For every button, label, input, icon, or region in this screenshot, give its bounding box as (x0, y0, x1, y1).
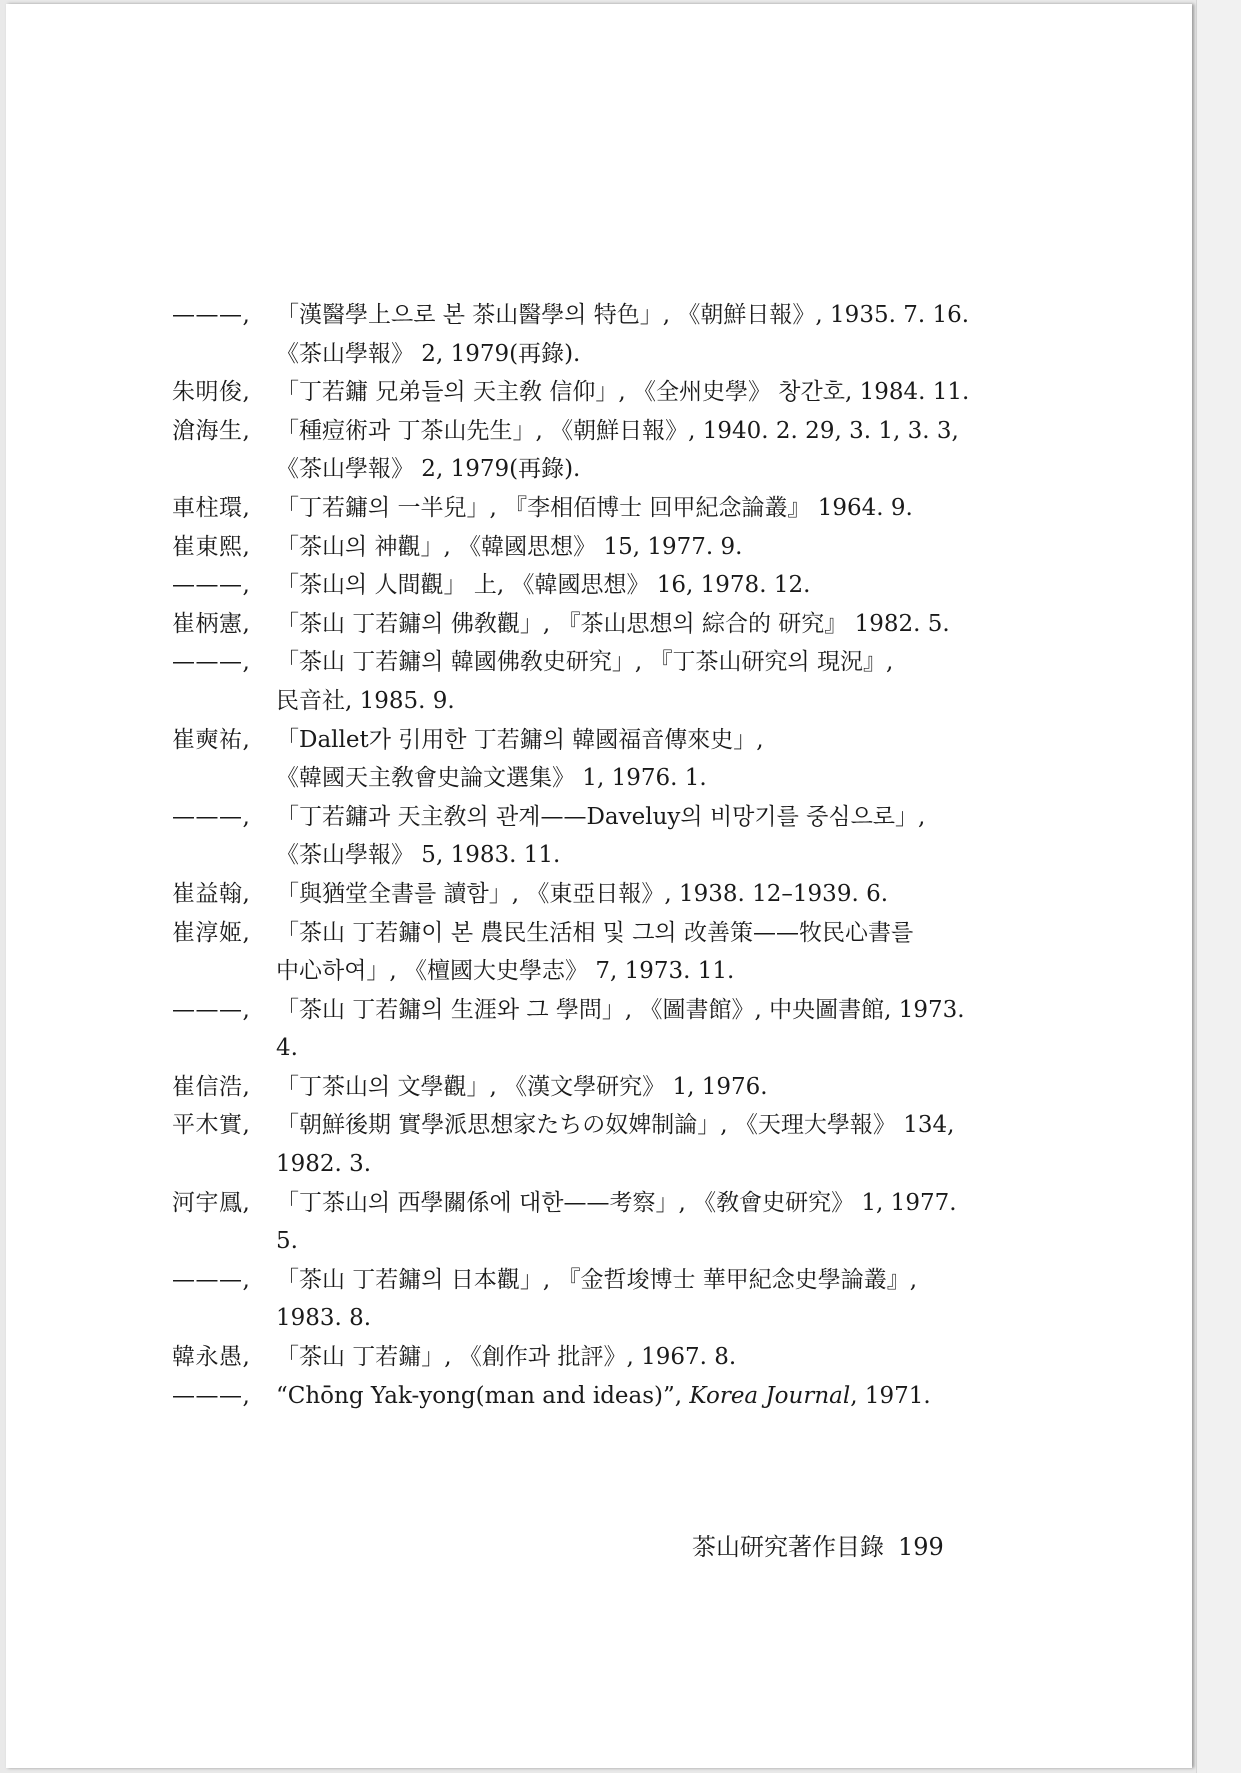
entry-reference: 「茶山 丁若鏞의 韓國佛敎史研究」, 『丁茶山研究의 現況』, 民音社, 1985. 9. (276, 649, 894, 714)
entry-reference: 「與猶堂全書를 讀함」, 《東亞日報》, 1938. 12–1939. 6. (276, 880, 889, 907)
entry-reference: 「丁若鏞 兄弟들의 天主敎 信仰」, 《全州史學》 창간호, 1984. 11. (276, 379, 970, 406)
entry-reference: 「Dallet가 引用한 丁若鏞의 韓國福音傳來史」, 《韓國天主敎會史論文選集》 1, 1976. 1. (276, 726, 764, 792)
entry-reference: 「丁若鏞과 天主敎의 관계——Daveluy의 비망기를 중심으로」, 《茶山學報》 5, 1983. 11. (276, 803, 926, 869)
entry-reference-date: , 1971. (850, 1382, 931, 1409)
bibliography-entry (172, 373, 972, 412)
entry-reference: 「茶山 丁若鏞의 日本觀」, 『金哲埈博士 華甲紀念史學論叢』, 1983. 8. (276, 1266, 918, 1332)
entry-reference: 「茶山 丁若鏞이 본 農民生活相 및 그의 改善策——牧民心書를 中心하여」, 《檀國大史學志》 7, 1973. 11. (276, 919, 914, 985)
bibliography-entry (172, 296, 972, 373)
entry-author: ———, (172, 572, 251, 599)
bibliography-entry (172, 489, 972, 528)
bibliography-entry (172, 566, 972, 605)
entry-reference: 「丁若鏞의 一半兒」, 『李相佰博士 回甲紀念論叢』 1964. 9. (276, 494, 913, 521)
entry-reference: 「朝鮮後期 實學派思想家たちの奴婢制論」, 《天理大學報》 134, 1982. 3. (276, 1112, 955, 1178)
bibliography-entry (172, 643, 972, 720)
entry-reference: 「漢醫學上으로 본 茶山醫學의 特色」, 《朝鮮日報》, 1935. 7. 16. 《茶山學報》 2, 1979(再錄). (276, 302, 970, 367)
bibliography-entry-last (172, 1377, 972, 1416)
entry-reference: 「茶山 丁若鏞의 佛敎觀」, 『茶山思想의 綜合的 研究』 1982. 5. (276, 610, 950, 637)
bibliography-entry (172, 875, 972, 914)
entry-author: ———, (172, 803, 251, 830)
entry-author: ———, (172, 1382, 251, 1409)
bibliography-entry (172, 1068, 972, 1107)
entry-author: ———, (172, 302, 251, 328)
entry-author: 崔柄憲, (172, 610, 251, 637)
bibliography-entry (172, 412, 972, 489)
running-title: 茶山研究著作目錄 (692, 1533, 884, 1561)
entry-reference-title: “Chōng Yak-yong(man and ideas)”, (276, 1382, 690, 1409)
entry-reference: 「茶山 丁若鏞의 生涯와 그 學問」, 《圖書館》, 中央圖書館, 1973. 4. (276, 996, 965, 1062)
bibliography-entry (172, 991, 972, 1068)
entry-author: 崔淳姬, (172, 919, 251, 946)
entry-author: 崔益翰, (172, 880, 251, 907)
bibliography-entry (172, 798, 972, 875)
entry-author: 平木實, (172, 1112, 251, 1139)
entry-journal-title: Korea Journal (689, 1382, 851, 1409)
bibliography-entry (172, 528, 972, 567)
bibliography-list (172, 296, 972, 1415)
entry-reference: 「丁茶山의 文學觀」, 《漢文學研究》 1, 1976. (276, 1073, 768, 1100)
entry-author: 崔東熙, (172, 533, 251, 560)
entry-author: 崔奭祐, (172, 726, 251, 753)
entry-reference: 「丁茶山의 西學關係에 대한——考察」, 《敎會史研究》 1, 1977. 5. (276, 1189, 957, 1255)
entry-author: ———, (172, 649, 251, 676)
entry-reference: 「茶山의 神觀」, 《韓國思想》 15, 1977. 9. (276, 533, 743, 560)
entry-reference: 「茶山 丁若鏞」, 《創作과 批評》, 1967. 8. (276, 1344, 737, 1371)
entry-author: 崔信浩, (172, 1073, 251, 1100)
page-footer (692, 1527, 944, 1562)
entry-author: ———, (172, 996, 251, 1023)
entry-reference: 「茶山의 人間觀」 上, 《韓國思想》 16, 1978. 12. (276, 572, 811, 599)
bibliography-entry (172, 605, 972, 644)
bibliography-entry (172, 1106, 972, 1183)
bibliography-entry (172, 1338, 972, 1377)
viewer-background-strip (1196, 0, 1241, 1773)
entry-author: 車柱環, (172, 494, 251, 521)
entry-reference (276, 1377, 972, 1416)
entry-author: 朱明俊, (172, 379, 251, 406)
page-number: 199 (898, 1533, 944, 1561)
bibliography-entry (172, 721, 972, 798)
document-page (6, 4, 1192, 1768)
entry-author: ———, (172, 1266, 251, 1293)
bibliography-entry (172, 914, 972, 991)
entry-author: 滄海生, (172, 417, 251, 444)
bibliography-entry (172, 1261, 972, 1338)
entry-author: 河宇鳳, (172, 1189, 251, 1216)
bibliography-entry (172, 1184, 972, 1261)
entry-reference: 「種痘術과 丁茶山先生」, 《朝鮮日報》, 1940. 2. 29, 3. 1, 3. 3, 《茶山學報》 2, 1979(再錄). (276, 417, 959, 483)
entry-author: 韓永愚, (172, 1344, 251, 1371)
